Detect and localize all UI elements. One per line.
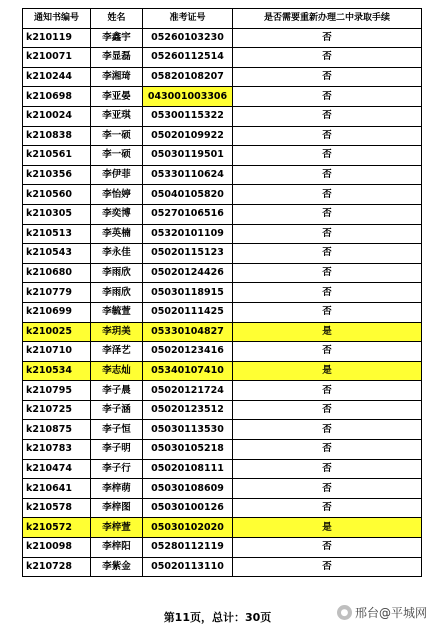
table-row [23, 224, 422, 244]
row-name: 李梓图 [91, 498, 143, 518]
row-exam-number: 05030118915 [143, 283, 233, 303]
table-row [23, 518, 422, 538]
row-name: 李泽艺 [91, 342, 143, 362]
row-name: 李雨欣 [91, 283, 143, 303]
row-exam-number: 05020113110 [143, 557, 233, 577]
row-notice-number: k210875 [23, 420, 91, 440]
table-row [23, 459, 422, 479]
row-name: 李一硕 [91, 126, 143, 146]
row-exam-number: 05020108111 [143, 459, 233, 479]
row-notice-number: k210725 [23, 400, 91, 420]
table-row [23, 87, 422, 107]
row-need-redo: 否 [233, 106, 422, 126]
table-row [23, 381, 422, 401]
row-name: 李梓萌 [91, 479, 143, 499]
admission-table [22, 8, 422, 577]
row-notice-number: k210098 [23, 538, 91, 558]
row-notice-number: k210728 [23, 557, 91, 577]
row-name: 李紫金 [91, 557, 143, 577]
table-row [23, 557, 422, 577]
row-need-redo: 否 [233, 48, 422, 68]
watermark-text: 邢台@平城网 [354, 606, 427, 620]
header-name: 姓名 [91, 9, 143, 29]
row-notice-number: k210641 [23, 479, 91, 499]
row-notice-number: k210071 [23, 48, 91, 68]
row-name: 李怡婷 [91, 185, 143, 205]
row-need-redo: 是 [233, 322, 422, 342]
row-notice-number: k210795 [23, 381, 91, 401]
table-row [23, 479, 422, 499]
table-row [23, 28, 422, 48]
row-notice-number: k210244 [23, 67, 91, 87]
row-notice-number: k210305 [23, 204, 91, 224]
row-name: 李一硕 [91, 146, 143, 166]
row-need-redo: 否 [233, 185, 422, 205]
row-need-redo: 是 [233, 518, 422, 538]
row-need-redo: 否 [233, 28, 422, 48]
row-exam-number: 05020115123 [143, 244, 233, 264]
row-notice-number: k210680 [23, 263, 91, 283]
watermark [337, 604, 427, 621]
row-name: 李伊菲 [91, 165, 143, 185]
table-row [23, 322, 422, 342]
row-exam-number: 05020123416 [143, 342, 233, 362]
row-notice-number: k210024 [23, 106, 91, 126]
row-exam-number: 05020109922 [143, 126, 233, 146]
table-row [23, 440, 422, 460]
row-notice-number: k210025 [23, 322, 91, 342]
row-need-redo: 否 [233, 342, 422, 362]
row-need-redo: 否 [233, 244, 422, 264]
row-exam-number: 05820108207 [143, 67, 233, 87]
chat-bubble-icon: ● [337, 605, 352, 620]
table-row [23, 420, 422, 440]
row-name: 李志灿 [91, 361, 143, 381]
row-notice-number: k210698 [23, 87, 91, 107]
row-name: 李亚琪 [91, 106, 143, 126]
row-name: 李子明 [91, 440, 143, 460]
row-exam-number: 05020121724 [143, 381, 233, 401]
row-exam-number: 05330104827 [143, 322, 233, 342]
row-name: 李子行 [91, 459, 143, 479]
row-notice-number: k210560 [23, 185, 91, 205]
row-need-redo: 否 [233, 263, 422, 283]
row-name: 李梓阳 [91, 538, 143, 558]
table-row [23, 244, 422, 264]
row-name: 李亚晏 [91, 87, 143, 107]
admission-table-container [22, 8, 421, 577]
row-notice-number: k210779 [23, 283, 91, 303]
row-need-redo: 否 [233, 283, 422, 303]
header-exam-number: 准考证号 [143, 9, 233, 29]
table-row [23, 342, 422, 362]
table-row [23, 106, 422, 126]
table-row [23, 263, 422, 283]
row-notice-number: k210783 [23, 440, 91, 460]
page-footer: 第11页，总计：30页 [163, 611, 272, 624]
row-notice-number: k210356 [23, 165, 91, 185]
row-notice-number: k210699 [23, 302, 91, 322]
row-need-redo: 否 [233, 204, 422, 224]
table-row [23, 67, 422, 87]
row-need-redo: 否 [233, 165, 422, 185]
header-need-redo: 是否需要重新办理二中录取手续 [233, 9, 422, 29]
row-exam-number: 05020111425 [143, 302, 233, 322]
table-row [23, 302, 422, 322]
table-row [23, 165, 422, 185]
row-notice-number: k210710 [23, 342, 91, 362]
row-exam-number: 05330110624 [143, 165, 233, 185]
row-need-redo: 否 [233, 146, 422, 166]
row-notice-number: k210572 [23, 518, 91, 538]
row-exam-number: 05020124426 [143, 263, 233, 283]
table-row [23, 283, 422, 303]
row-name: 李子涵 [91, 400, 143, 420]
row-name: 李鑫宇 [91, 28, 143, 48]
row-need-redo: 否 [233, 479, 422, 499]
header-notice-number: 通知书编号 [23, 9, 91, 29]
row-name: 李玥美 [91, 322, 143, 342]
row-name: 李英楠 [91, 224, 143, 244]
row-notice-number: k210474 [23, 459, 91, 479]
row-exam-number: 05030113530 [143, 420, 233, 440]
row-name: 李子恒 [91, 420, 143, 440]
row-need-redo: 否 [233, 224, 422, 244]
row-name: 李奕博 [91, 204, 143, 224]
row-exam-number: 05020123512 [143, 400, 233, 420]
row-notice-number: k210561 [23, 146, 91, 166]
row-name: 李永佳 [91, 244, 143, 264]
row-exam-number: 05030119501 [143, 146, 233, 166]
row-need-redo: 否 [233, 126, 422, 146]
row-need-redo: 否 [233, 538, 422, 558]
table-row [23, 126, 422, 146]
row-need-redo: 否 [233, 87, 422, 107]
row-need-redo: 否 [233, 67, 422, 87]
row-need-redo: 否 [233, 400, 422, 420]
row-name: 李显磊 [91, 48, 143, 68]
table-row [23, 185, 422, 205]
row-name: 李毓萱 [91, 302, 143, 322]
row-exam-number: 05280112119 [143, 538, 233, 558]
row-exam-number: 043001003306 [143, 87, 233, 107]
table-body [23, 28, 422, 577]
row-exam-number: 05030100126 [143, 498, 233, 518]
row-need-redo: 否 [233, 420, 422, 440]
row-name: 李湘琦 [91, 67, 143, 87]
row-exam-number: 05320101109 [143, 224, 233, 244]
row-name: 李雨欣 [91, 263, 143, 283]
row-exam-number: 05270106516 [143, 204, 233, 224]
row-need-redo: 否 [233, 440, 422, 460]
row-notice-number: k210513 [23, 224, 91, 244]
table-row [23, 48, 422, 68]
row-need-redo: 否 [233, 557, 422, 577]
row-notice-number: k210534 [23, 361, 91, 381]
row-need-redo: 否 [233, 498, 422, 518]
row-exam-number: 05030108609 [143, 479, 233, 499]
row-need-redo: 否 [233, 459, 422, 479]
row-name: 李子晨 [91, 381, 143, 401]
row-need-redo: 是 [233, 361, 422, 381]
table-row [23, 538, 422, 558]
row-notice-number: k210838 [23, 126, 91, 146]
table-row [23, 498, 422, 518]
row-exam-number: 05030102020 [143, 518, 233, 538]
row-need-redo: 否 [233, 381, 422, 401]
row-exam-number: 05300115322 [143, 106, 233, 126]
table-row [23, 361, 422, 381]
row-notice-number: k210119 [23, 28, 91, 48]
table-row [23, 400, 422, 420]
row-notice-number: k210578 [23, 498, 91, 518]
row-need-redo: 否 [233, 302, 422, 322]
row-exam-number: 05260112514 [143, 48, 233, 68]
table-header-row [23, 9, 422, 29]
table-row [23, 204, 422, 224]
row-exam-number: 05030105218 [143, 440, 233, 460]
row-exam-number: 05040105820 [143, 185, 233, 205]
table-row [23, 146, 422, 166]
row-name: 李梓萱 [91, 518, 143, 538]
row-exam-number: 05340107410 [143, 361, 233, 381]
row-notice-number: k210543 [23, 244, 91, 264]
row-exam-number: 05260103230 [143, 28, 233, 48]
